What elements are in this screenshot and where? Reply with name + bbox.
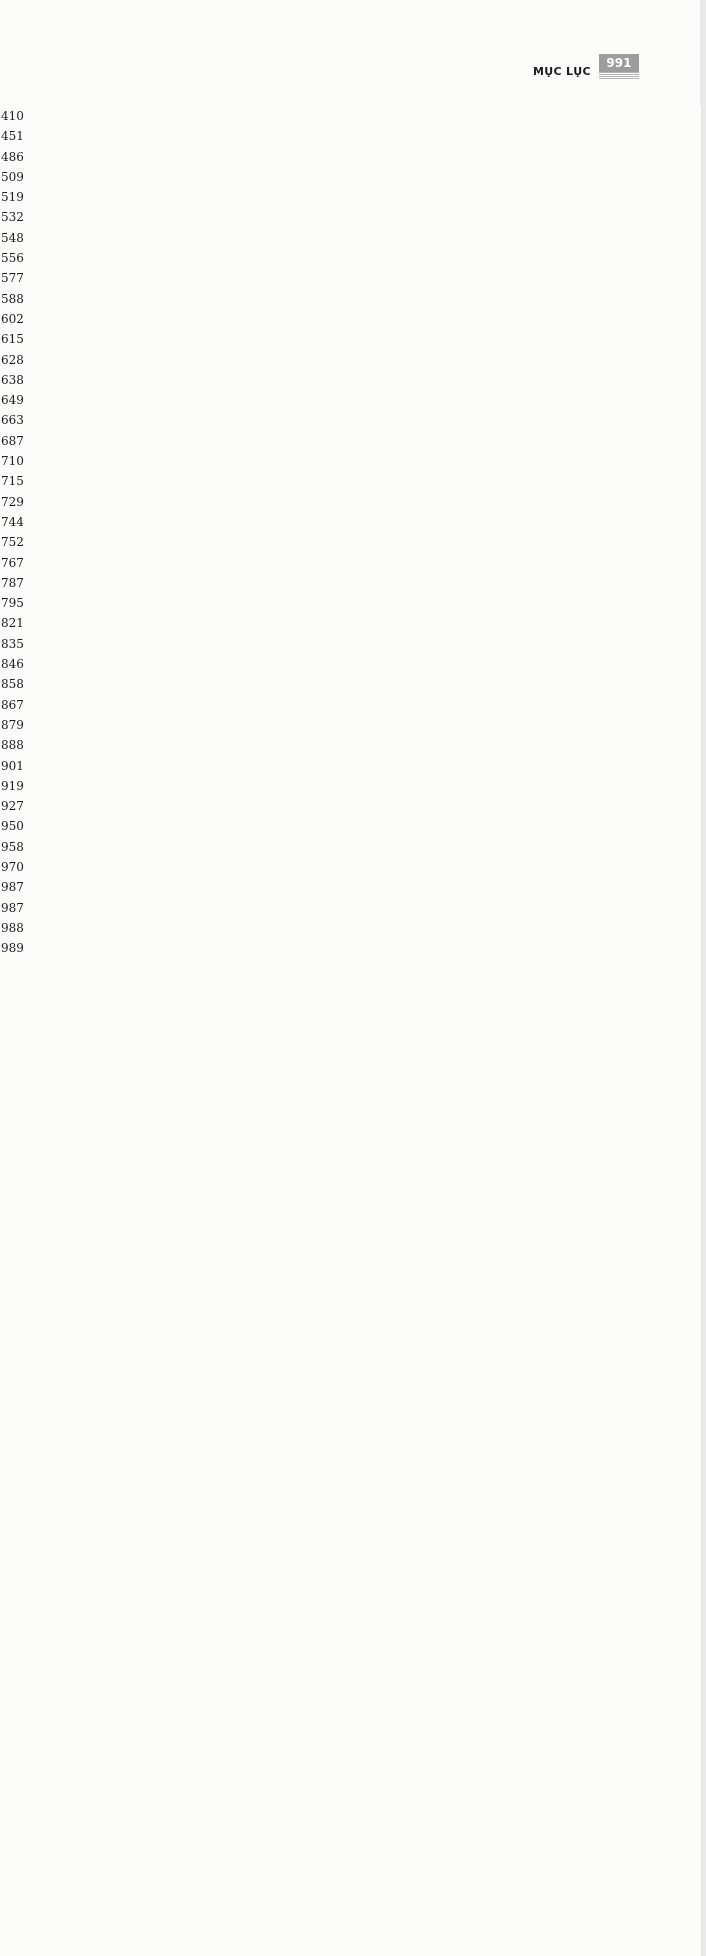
toc-entry xyxy=(0,492,700,512)
toc-entry xyxy=(0,796,700,816)
entry-page-number: 615 xyxy=(0,329,701,1347)
entry-page-number: 486 xyxy=(0,147,701,1165)
toc-entry xyxy=(0,573,700,593)
toc-subsection-entry xyxy=(0,898,700,918)
toc-entry xyxy=(0,776,700,796)
toc-entry xyxy=(0,410,700,430)
entry-page-number: 888 xyxy=(0,735,701,1753)
toc-entry xyxy=(0,634,700,654)
entry-page-number: 715 xyxy=(0,471,701,1489)
toc-entry xyxy=(0,816,700,836)
toc-entry xyxy=(0,106,700,126)
toc-entry xyxy=(0,837,700,857)
entry-page-number: 846 xyxy=(0,654,701,1672)
entry-page-number: 787 xyxy=(0,573,701,1591)
toc-entry xyxy=(0,735,700,755)
entry-page-number: 858 xyxy=(0,674,701,1692)
entry-page-number: 821 xyxy=(0,613,701,1631)
entry-page-number: 451 xyxy=(0,126,701,1144)
toc-entry xyxy=(0,329,700,349)
entry-page-number: 950 xyxy=(0,816,701,1834)
table-of-contents xyxy=(0,106,700,958)
entry-page-number: 795 xyxy=(0,593,701,1611)
entry-page-number: 988 xyxy=(0,918,701,1936)
entry-page-number: 628 xyxy=(0,350,701,1368)
toc-entry xyxy=(0,167,700,187)
entry-page-number: 767 xyxy=(0,553,701,1571)
toc-entry xyxy=(0,553,700,573)
toc-entry xyxy=(0,715,700,735)
toc-entry xyxy=(0,756,700,776)
toc-entry xyxy=(0,268,700,288)
entry-page-number: 410 xyxy=(0,106,701,1124)
entry-page-number: 532 xyxy=(0,207,701,1225)
toc-subsection-entry xyxy=(0,938,700,958)
entry-page-number: 989 xyxy=(0,938,701,1956)
entry-page-number: 509 xyxy=(0,167,701,1185)
toc-entry xyxy=(0,674,700,694)
entry-page-number: 987 xyxy=(0,898,701,1916)
entry-page-number: 958 xyxy=(0,837,701,1855)
toc-entry xyxy=(0,248,700,268)
toc-entry xyxy=(0,147,700,167)
entry-page-number: 556 xyxy=(0,248,701,1266)
toc-entry xyxy=(0,451,700,471)
entry-page-number: 901 xyxy=(0,756,701,1774)
toc-entry xyxy=(0,289,700,309)
entry-page-number: 649 xyxy=(0,390,701,1408)
toc-entry xyxy=(0,593,700,613)
entry-page-number: 687 xyxy=(0,431,701,1449)
entry-page-number: 919 xyxy=(0,776,701,1794)
toc-entry xyxy=(0,207,700,227)
page-number: 991 xyxy=(599,54,639,72)
entry-page-number: 879 xyxy=(0,715,701,1733)
page-number-stripes xyxy=(599,72,639,80)
toc-entry xyxy=(0,431,700,451)
entry-page-number: 867 xyxy=(0,695,701,1713)
toc-entry xyxy=(0,471,700,491)
toc-entry xyxy=(0,187,700,207)
entry-page-number: 577 xyxy=(0,268,701,1286)
entry-page-number: 663 xyxy=(0,410,701,1428)
toc-entry xyxy=(0,370,700,390)
entry-page-number: 638 xyxy=(0,370,701,1388)
page-number-box xyxy=(599,54,639,80)
toc-entry xyxy=(0,228,700,248)
toc-entry xyxy=(0,309,700,329)
entry-page-number: 835 xyxy=(0,634,701,1652)
entry-page-number: 602 xyxy=(0,309,701,1327)
toc-entry xyxy=(0,695,700,715)
entry-page-number: 927 xyxy=(0,796,701,1814)
page-header xyxy=(533,52,639,80)
toc-entry xyxy=(0,654,700,674)
entry-page-number: 710 xyxy=(0,451,701,1469)
entry-page-number: 752 xyxy=(0,532,701,1550)
entry-page-number: 729 xyxy=(0,492,701,1510)
toc-entry xyxy=(0,613,700,633)
entry-page-number: 519 xyxy=(0,187,701,1205)
toc-entry xyxy=(0,390,700,410)
toc-entry xyxy=(0,350,700,370)
entry-page-number: 744 xyxy=(0,512,701,1530)
entry-page-number: 588 xyxy=(0,289,701,1307)
toc-entry xyxy=(0,126,700,146)
toc-entry xyxy=(0,857,700,877)
entry-page-number: 987 xyxy=(0,877,701,1895)
toc-subsection-entry xyxy=(0,918,700,938)
toc-entry xyxy=(0,512,700,532)
toc-entry xyxy=(0,532,700,552)
entry-page-number: 548 xyxy=(0,228,701,1246)
running-header-title: MỤC LỤC xyxy=(533,65,591,78)
toc-section-heading xyxy=(0,877,700,897)
entry-page-number: 970 xyxy=(0,857,701,1875)
